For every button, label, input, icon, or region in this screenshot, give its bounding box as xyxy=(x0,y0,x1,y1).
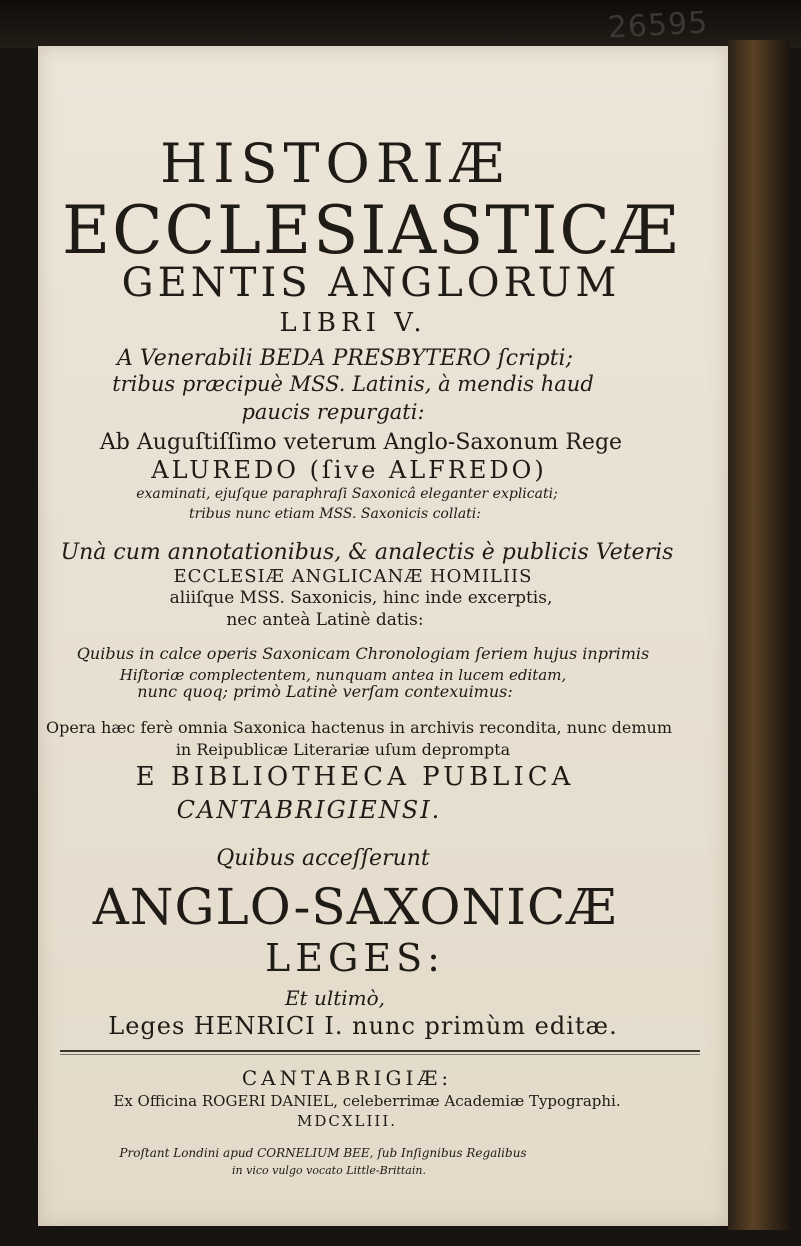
printer-line: Ex Officina ROGERI DANIEL, celeberrimæ Academiæ Typographi. xyxy=(113,1092,621,1110)
books-count: LIBRI V. xyxy=(279,308,427,338)
catalog-number: 26595 xyxy=(606,5,710,46)
bookseller-line: Proſtant Londini apud CORNELIUM BEE, ſub Inſignibus Regalibus xyxy=(119,1146,527,1160)
translated-line: nunc quoq; primò Latinè verſam contexuimus: xyxy=(137,682,513,701)
title-line-historiae: HISTORIÆ xyxy=(160,132,510,195)
accesserunt-line: Quibus acceſſerunt xyxy=(216,846,430,871)
repurgati-line: paucis repurgati: xyxy=(241,400,425,424)
henry-laws-line: Leges HENRICI I. nunc primùm editæ. xyxy=(108,1012,618,1040)
collati-line: tribus nunc etiam MSS. Saxonicis collati: xyxy=(189,506,481,522)
street-line: in vico vulgo vocato Little-Brittain. xyxy=(232,1164,426,1177)
annotations-line: Unà cum annotationibus, & analectis è publicis Veteris xyxy=(60,540,674,565)
nec-antea-line: nec anteà Latinè datis: xyxy=(226,610,424,630)
divider-rule-thin xyxy=(60,1054,700,1055)
republic-line: in Reipublicæ Literariæ uſum deprompta xyxy=(175,740,511,759)
examinati-line: examinati, ejuſque paraphraſi Saxonicâ eleganter explicati; xyxy=(136,486,558,502)
library-line: E BIBLIOTHECA PUBLICA xyxy=(135,762,575,792)
title-line-ecclesiasticae: ECCLESIASTICÆ xyxy=(61,192,680,269)
manuscripts-line: tribus præcipuè MSS. Latinis, à mendis haud xyxy=(112,372,594,396)
title-page xyxy=(38,46,728,1226)
author-line: A Venerabili BEDA PRESBYTERO ſcripti; xyxy=(116,346,574,371)
homilies-line: ECCLESIÆ ANGLICANÆ HOMILIIS xyxy=(173,566,533,587)
imprint-city: CANTABRIGIÆ: xyxy=(241,1066,453,1090)
title-line-gentis-anglorum: GENTIS ANGLORUM xyxy=(121,260,621,306)
divider-rule xyxy=(60,1050,700,1052)
opera-line: Opera hæc ferè omnia Saxonica hactenus in archivis recondita, nunc demum xyxy=(45,718,673,737)
imprint-year: MDCXLIII. xyxy=(296,1112,398,1130)
book-spine xyxy=(728,40,790,1230)
chronology-line: Quibus in calce operis Saxonicam Chronologiam ſeriem hujus inprimis xyxy=(76,644,650,663)
king-line: Ab Auguſtiſſimo veterum Anglo-Saxonum Rege xyxy=(99,430,623,455)
alfred-line: ALUREDO (ſive ALFREDO) xyxy=(151,456,547,484)
cambridge-library-line: CANTABRIGIENSI. xyxy=(176,796,442,824)
anglo-saxon-title: ANGLO-SAXONICÆ xyxy=(92,878,618,936)
excerpts-line: aliiſque MSS. Saxonicis, hinc inde excerptis, xyxy=(169,588,553,608)
leges-title: LEGES: xyxy=(265,936,445,980)
ultimo-line: Et ultimò, xyxy=(284,986,386,1010)
history-line: Hiſtoriæ complectentem, nunquam antea in lucem editam, xyxy=(119,666,567,684)
